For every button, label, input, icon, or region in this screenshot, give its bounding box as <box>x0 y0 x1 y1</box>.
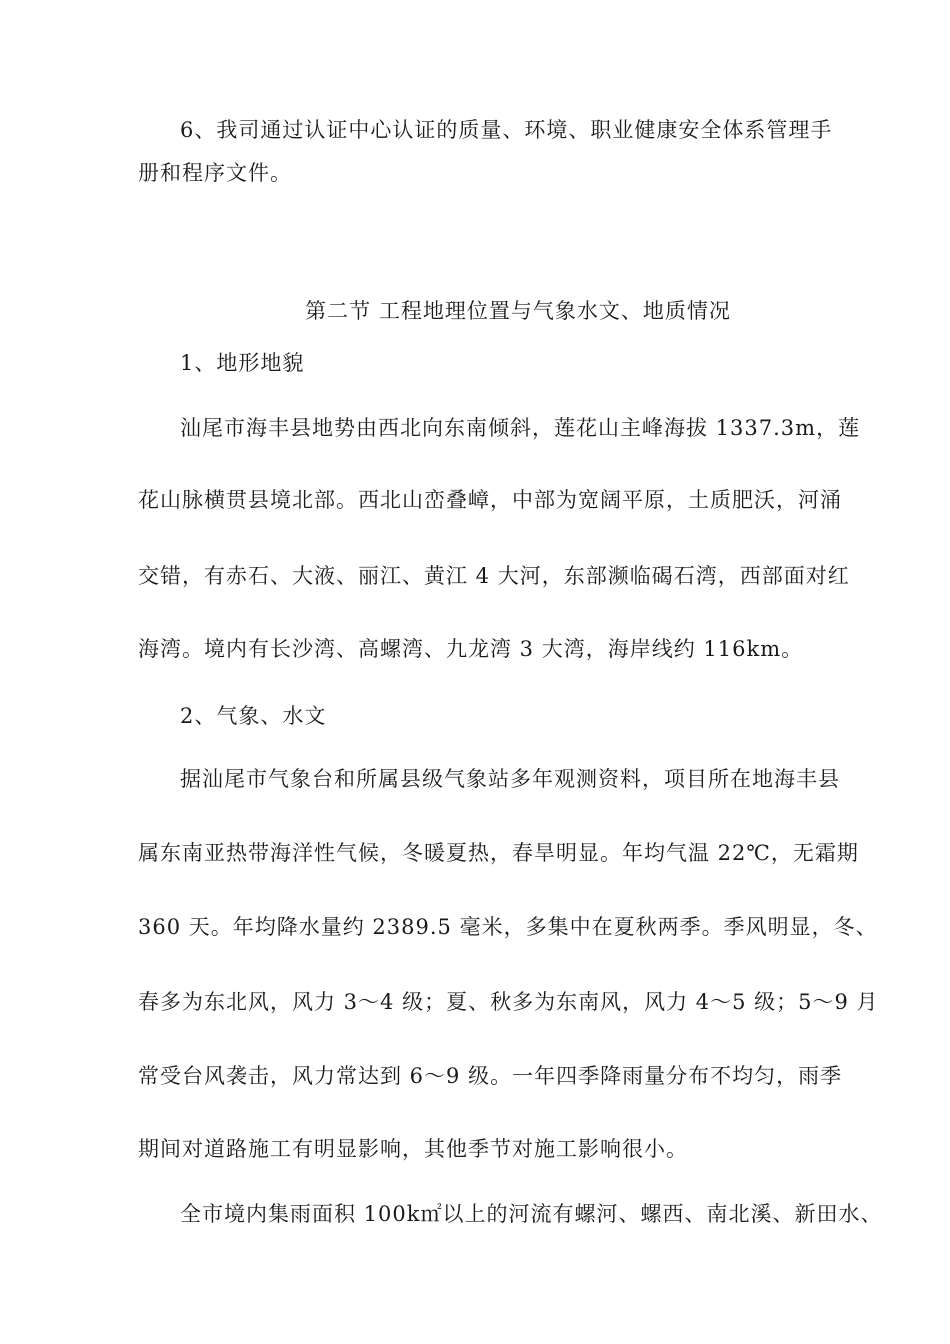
terrain-line-1: 汕尾市海丰县地势由西北向东南倾斜，莲花山主峰海拔 1337.3m，莲 <box>180 416 861 440</box>
paragraph-6-line-1: 6、我司通过认证中心认证的质量、环境、职业健康安全体系管理手 <box>180 118 833 142</box>
climate-line-6: 期间对道路施工有明显影响，其他季节对施工影响很小。 <box>138 1137 688 1161</box>
paragraph-6-line-2: 册和程序文件。 <box>138 161 292 185</box>
climate-line-4: 春多为东北风，风力 3～4 级；夏、秋多为东南风，风力 4～5 级；5～9 月 <box>138 990 879 1014</box>
terrain-line-4: 海湾。境内有长沙湾、高螺湾、九龙湾 3 大湾，海岸线约 116km。 <box>138 637 804 661</box>
climate-line-1: 据汕尾市气象台和所属县级气象站多年观测资料，项目所在地海丰县 <box>180 767 840 791</box>
heading-climate: 2、气象、水文 <box>180 704 327 728</box>
climate-line-2: 属东南亚热带海洋性气候，冬暖夏热，春旱明显。年均气温 22℃，无霜期 <box>138 841 859 865</box>
climate-line-3: 360 天。年均降水量约 2389.5 毫米，多集中在夏秋两季。季风明显，冬、 <box>138 915 878 939</box>
terrain-line-2: 花山脉横贯县境北部。西北山峦叠嶂，中部为宽阔平原，土质肥沃，河涌 <box>138 488 842 512</box>
section-title: 第二节 工程地理位置与气象水文、地质情况 <box>305 299 731 323</box>
heading-terrain: 1、地形地貌 <box>180 351 305 375</box>
terrain-line-3: 交错，有赤石、大液、丽江、黄江 4 大河，东部濒临碣石湾，西部面对红 <box>138 564 850 588</box>
climate-line-5: 常受台风袭击，风力常达到 6～9 级。一年四季降雨量分布不均匀，雨季 <box>138 1064 843 1088</box>
rivers-line-1: 全市境内集雨面积 100k㎡以上的河流有螺河、螺西、南北溪、新田水、 <box>180 1202 883 1226</box>
